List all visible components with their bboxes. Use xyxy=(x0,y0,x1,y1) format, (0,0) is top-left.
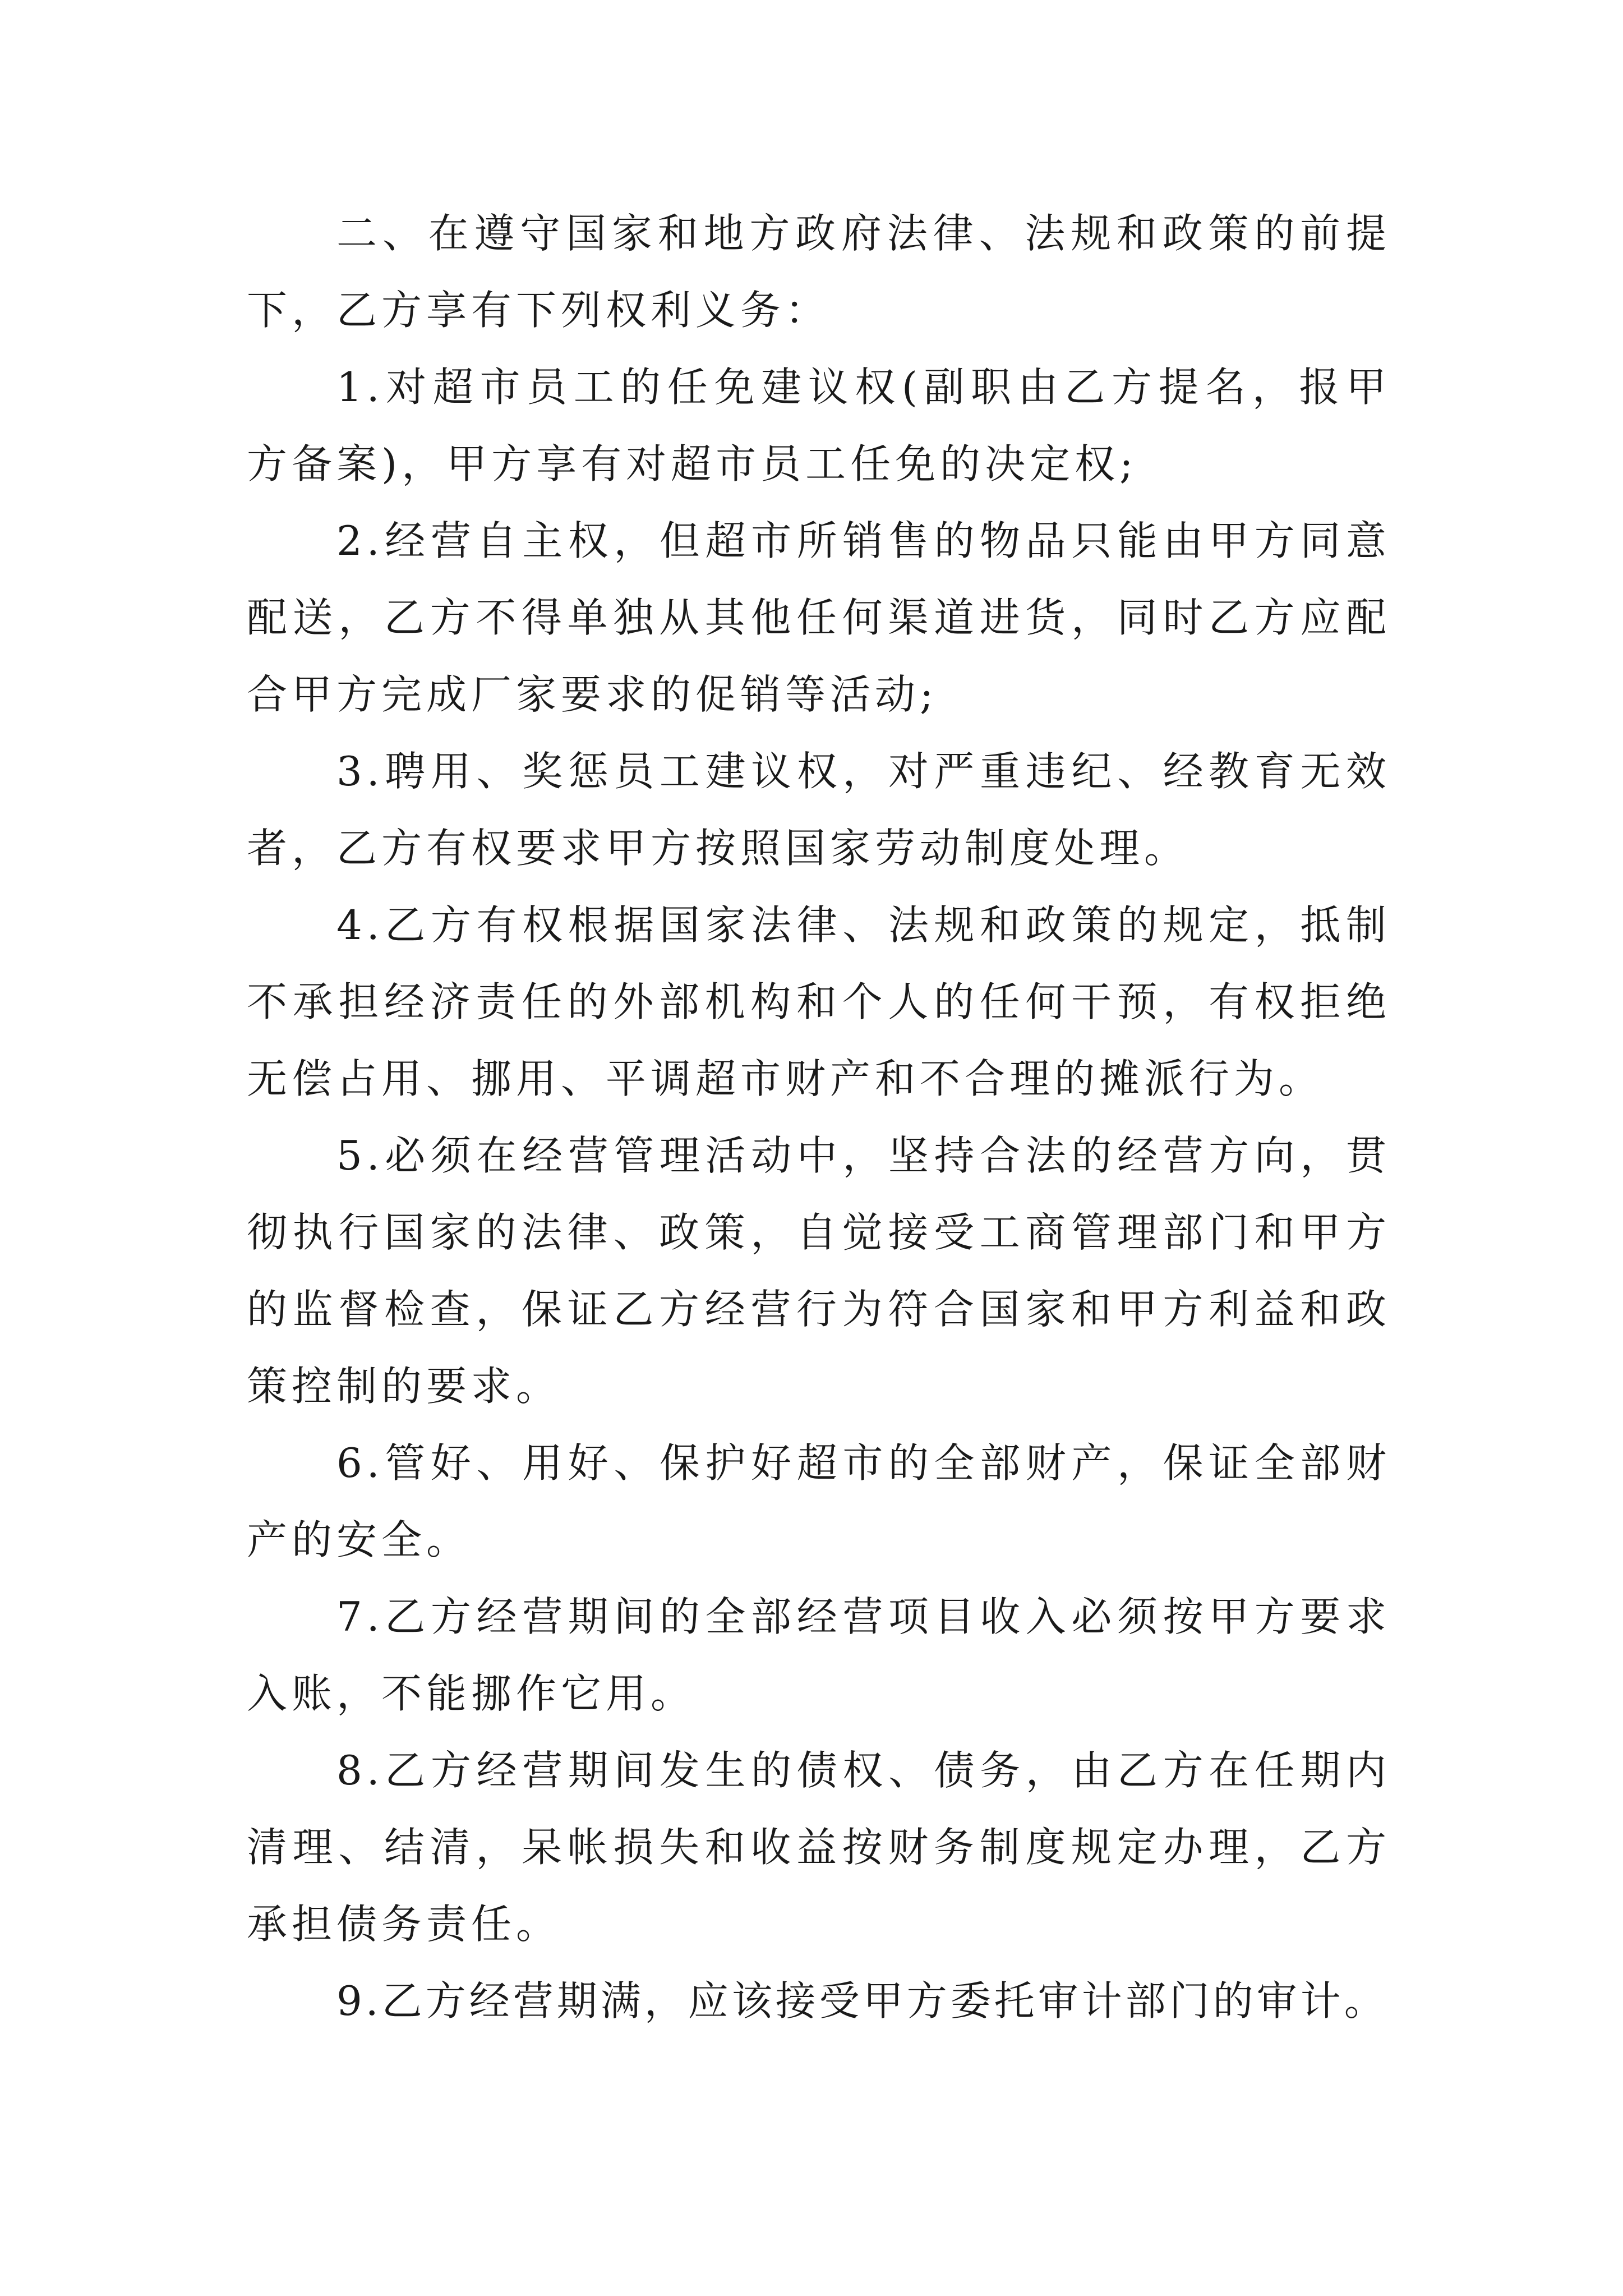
paragraph-item-3: 3.聘用、奖惩员工建议权，对严重违纪、经教育无效者，乙方有权要求甲方按照国家劳动制度处理。 xyxy=(247,748,1391,872)
paragraph-item-6: 6.管好、用好、保护好超市的全部财产，保证全部财产的安全。 xyxy=(247,1439,1391,1563)
paragraph-item-9: 9.乙方经营期满，应该接受甲方委托审计部门的审计。 xyxy=(336,1977,1388,2024)
paragraph-item-2: 2.经营自主权，但超市所销售的物品只能由甲方同意配送，乙方不得单独从其他任何渠道进货，同时乙方应配合甲方完成厂家要求的促销等活动; xyxy=(247,517,1391,718)
paragraph-item-7: 7.乙方经营期间的全部经营项目收入必须按甲方要求入账，不能挪作它用。 xyxy=(247,1593,1391,1717)
document-body xyxy=(247,195,1391,2040)
paragraph-item-8: 8.乙方经营期间发生的债权、债务，由乙方在任期内清理、结清，呆帐损失和收益按财务制度规定办理，乙方承担债务责任。 xyxy=(247,1747,1391,1948)
paragraph-item-1: 1.对超市员工的任免建议权(副职由乙方提名，报甲方备案)，甲方享有对超市员工任免的决定权; xyxy=(247,364,1391,487)
paragraph-item-4: 4.乙方有权根据国家法律、法规和政策的规定，抵制不承担经济责任的外部机构和个人的任何干预，有权拒绝无偿占用、挪用、平调超市财产和不合理的摊派行为。 xyxy=(247,901,1391,1102)
paragraph-item-5: 5.必须在经营管理活动中，坚持合法的经营方向，贯彻执行国家的法律、政策，自觉接受工商管理部门和甲方的监督检查，保证乙方经营行为符合国家和甲方利益和政策控制的要求。 xyxy=(247,1132,1391,1410)
paragraph-intro: 二、在遵守国家和地方政府法律、法规和政策的前提下，乙方享有下列权利义务： xyxy=(247,210,1391,334)
